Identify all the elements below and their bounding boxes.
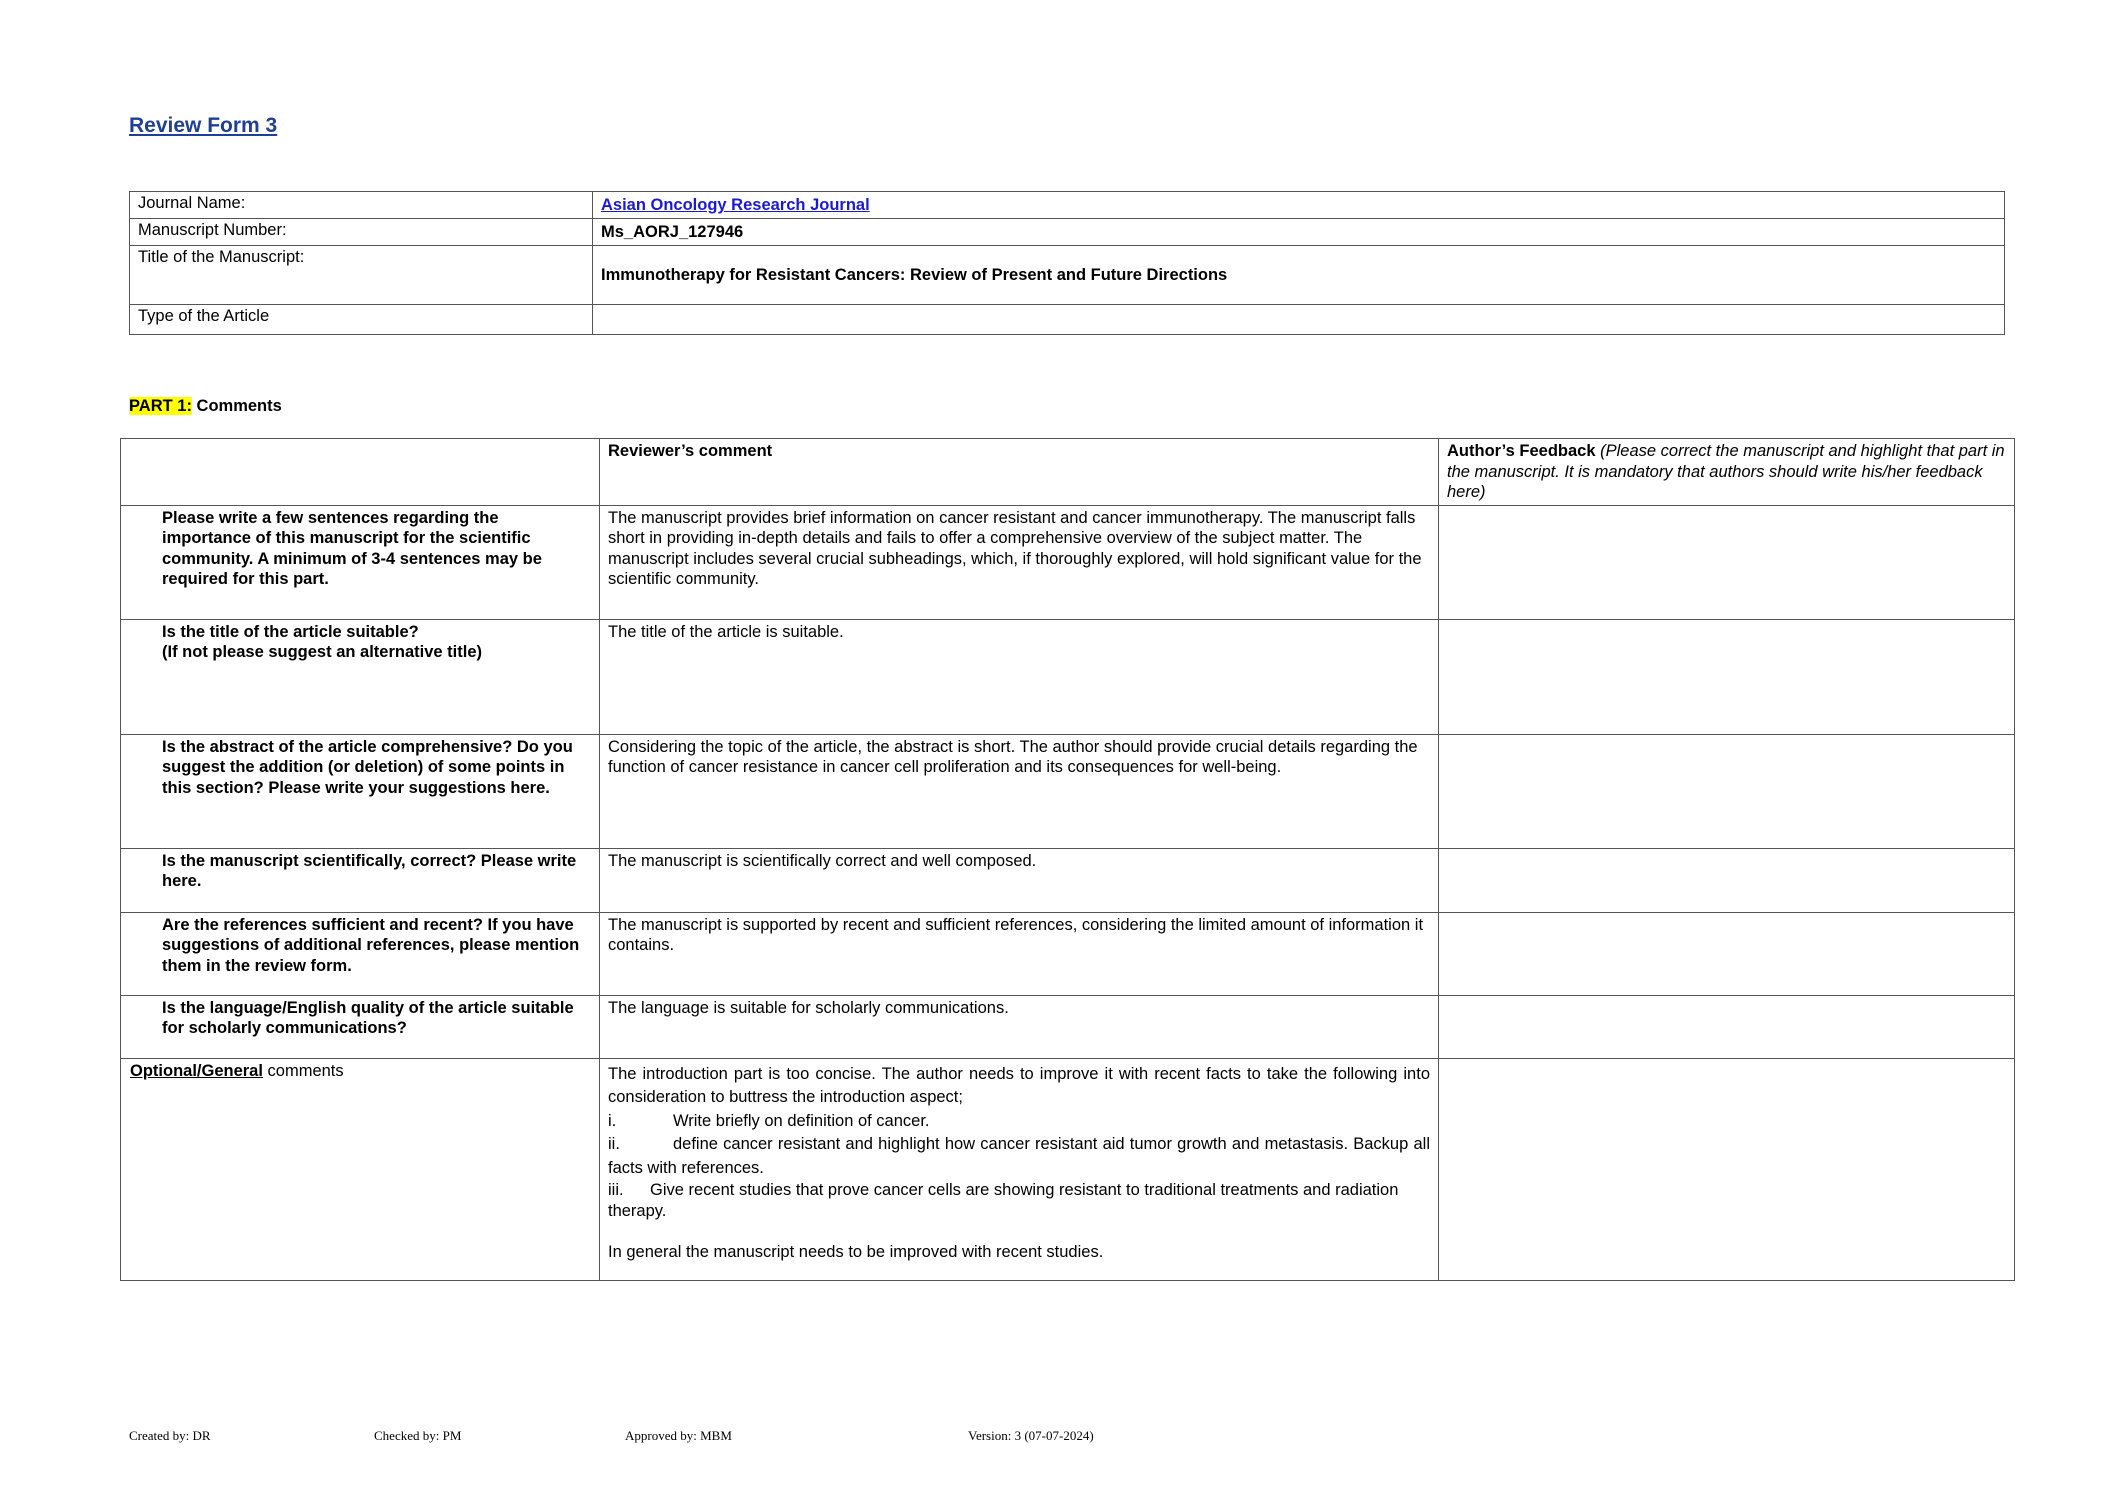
manuscript-title-row: [130, 246, 2005, 305]
article-type-label: Type of the Article: [130, 305, 593, 335]
item-text: define cancer resistant and highlight how cancer resistant aid tumor growth and metastasis. Backup all facts with references.: [608, 1135, 1430, 1177]
table-row: [121, 912, 2015, 995]
table-row: [121, 505, 2015, 619]
author-feedback-cell[interactable]: [1439, 995, 2015, 1058]
part-heading: [129, 397, 282, 416]
manuscript-info-table: [129, 191, 2005, 335]
author-feedback-instructions: (Please correct the manuscript and highlight that part in the manuscript. It is mandatory that authors should write his/her feedback here): [1447, 442, 2005, 501]
question: Is the language/English quality of the article suitable for scholarly communications?: [121, 995, 600, 1058]
table-row: [121, 619, 2015, 734]
general-closing: In general the manuscript needs to be improved with recent studies.: [608, 1243, 1104, 1261]
author-feedback-cell[interactable]: [1439, 505, 2015, 619]
author-feedback-label: Author’s Feedback: [1447, 442, 1596, 460]
item-text: Write briefly on definition of cancer.: [673, 1111, 930, 1130]
question-line: (If not please suggest an alternative title): [162, 643, 482, 661]
manuscript-number-label: Manuscript Number:: [130, 219, 593, 246]
author-feedback-cell[interactable]: [1439, 734, 2015, 848]
manuscript-number-value: Ms_AORJ_127946: [593, 219, 2005, 246]
item-number: i.: [608, 1111, 617, 1130]
question: [121, 619, 600, 734]
journal-label: Journal Name:: [130, 192, 593, 219]
article-type-value[interactable]: [593, 305, 2005, 335]
list-item: [608, 1133, 1430, 1180]
author-feedback-cell[interactable]: [1439, 619, 2015, 734]
question: Is the abstract of the article comprehensive? Do you suggest the addition (or deletion) of some points in this section? Please write your suggestions here.: [121, 734, 600, 848]
general-comments-row: [121, 1058, 2015, 1280]
footer-checked: Checked by: PM: [374, 1428, 462, 1443]
part-label: PART 1:: [129, 397, 192, 415]
item-number: iii.: [608, 1181, 624, 1199]
table-row: [121, 995, 2015, 1058]
general-label-bold: Optional/General: [130, 1061, 263, 1080]
author-feedback-cell[interactable]: [1439, 848, 2015, 912]
journal-link[interactable]: Asian Oncology Research Journal: [601, 196, 870, 214]
author-feedback-cell[interactable]: [1439, 912, 2015, 995]
reviewer-comment: The manuscript is supported by recent and sufficient references, considering the limited amount of information it contains.: [600, 912, 1439, 995]
question: Are the references sufficient and recent? If you have suggestions of additional references, please mention them in the review form.: [121, 912, 600, 995]
header-author-feedback: [1439, 439, 2015, 506]
reviewer-comment: The language is suitable for scholarly communications.: [600, 995, 1439, 1058]
manuscript-title-label: Title of the Manuscript:: [130, 246, 593, 305]
reviewer-comment: Considering the topic of the article, the abstract is short. The author should provide crucial details regarding the function of cancer resistance in cancer cell proliferation and its consequences for well-being.: [600, 734, 1439, 848]
general-label-rest: comments: [262, 1061, 344, 1080]
manuscript-number-row: [130, 219, 2005, 246]
general-comments-label: [121, 1058, 600, 1280]
list-item: [608, 1180, 1430, 1222]
manuscript-title-value: Immunotherapy for Resistant Cancers: Review of Present and Future Directions: [593, 246, 2005, 305]
question: Is the manuscript scientifically, correct? Please write here.: [121, 848, 600, 912]
footer-approved: Approved by: MBM: [625, 1428, 732, 1443]
author-feedback-cell[interactable]: [1439, 1058, 2015, 1280]
footer-created: Created by: DR: [129, 1428, 211, 1443]
journal-row: [130, 192, 2005, 219]
footer-version: Version: 3 (07-07-2024): [968, 1428, 1094, 1443]
header-empty: [121, 439, 600, 506]
reviewer-comment: The title of the article is suitable.: [600, 619, 1439, 734]
table-row: [121, 848, 2015, 912]
item-text: Give recent studies that prove cancer cells are showing resistant to traditional treatments and radiation therapy.: [608, 1181, 1399, 1220]
question-line: Is the title of the article suitable?: [162, 622, 419, 641]
general-comment: [600, 1058, 1439, 1280]
reviewer-comment: The manuscript is scientifically correct and well composed.: [600, 848, 1439, 912]
general-intro: The introduction part is too concise. The author needs to improve it with recent facts to take the following into consideration to buttress the introduction aspect;: [608, 1064, 1430, 1106]
header-reviewer-comment: Reviewer’s comment: [600, 439, 1439, 506]
item-number: ii.: [608, 1135, 620, 1153]
form-title: Review Form 3: [129, 114, 278, 137]
article-type-row: [130, 305, 2005, 335]
header-row: [121, 439, 2015, 506]
part-title: Comments: [196, 397, 282, 415]
table-row: [121, 734, 2015, 848]
reviewer-comment: The manuscript provides brief information on cancer resistant and cancer immunotherapy. The manuscript falls short in providing in-depth details and fails to offer a comprehensive overview of the subject matter. The manuscript includes several crucial subheadings, which, if thoroughly explored, will hold significant value for the scientific community.: [600, 505, 1439, 619]
list-item: [608, 1110, 1430, 1134]
question: Please write a few sentences regarding the importance of this manuscript for the scientific community. A minimum of 3-4 sentences may be required for this part.: [121, 505, 600, 619]
comments-table: [120, 438, 2015, 1281]
